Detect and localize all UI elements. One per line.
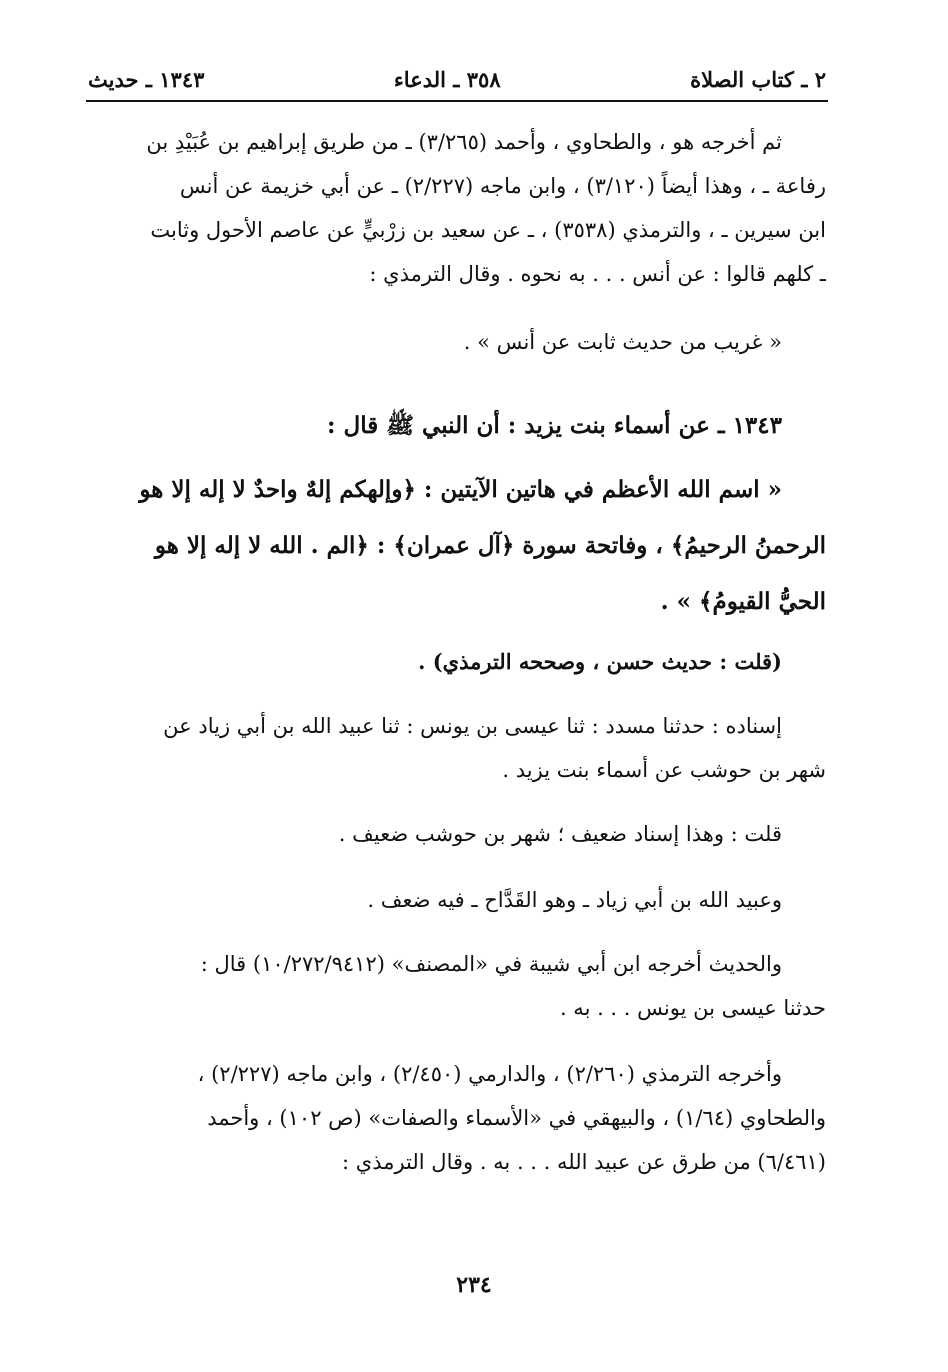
- text-line: « اسم الله الأعظم في هاتين الآيتين : ﴿وإلهكم إلهٌ واحدٌ لا إله إلا هو: [139, 476, 782, 503]
- header-hadith-number: ١٣٤٣ ـ حديث: [88, 66, 205, 92]
- grading-verdict: [88, 640, 826, 684]
- takhrij-others: [88, 1052, 826, 1184]
- isnad-paragraph: [88, 704, 826, 792]
- text-line: رفاعة ـ ، وهذا أيضاً (٣/١٢٠) ، وابن ماجه (٢/٢٢٧) ـ عن أبي خزيمة عن أنس: [179, 174, 826, 198]
- text-line: ابن سيرين ـ ، والترمذي (٣٥٣٨) ، ـ عن سعيد بن زرْبيٍّ عن عاصم الأحول وثابت: [150, 218, 826, 242]
- paragraph-previous-takhrij: [88, 120, 826, 296]
- tirmidhi-quote: [88, 320, 826, 364]
- note-narrator: [88, 878, 826, 922]
- header-rule: [86, 100, 828, 102]
- text-line: إسناده : حدثنا مسدد : ثنا عيسى بن يونس : ثنا عبيد الله بن أبي زياد عن: [163, 714, 782, 738]
- note-weak-isnad: [88, 812, 826, 856]
- header-book-title: ٢ ـ كتاب الصلاة: [690, 66, 826, 92]
- text-line: الحيُّ القيومُ﴾ » .: [660, 588, 826, 615]
- text-line: وأخرجه الترمذي (٢/٢٦٠) ، والدارمي (٢/٤٥٠) ، وابن ماجه (٢/٢٢٧) ،: [197, 1062, 782, 1086]
- running-header: [88, 62, 826, 96]
- text-line: الرحمنُ الرحيمُ﴾ ، وفاتحة سورة ﴿آل عمران﴾ : ﴿الم . الله لا إله إلا هو: [154, 532, 826, 559]
- text-line: قلت : وهذا إسناد ضعيف ؛ شهر بن حوشب ضعيف .: [338, 822, 782, 846]
- text-line: ـ كلهم قالوا : عن أنس . . . به نحوه . وقال الترمذي :: [369, 262, 826, 286]
- text-line: والحديث أخرجه ابن أبي شيبة في «المصنف» (١٠/٢٧٢/٩٤١٢) قال :: [200, 952, 782, 976]
- text-line: حدثنا عيسى بن يونس . . . به .: [559, 996, 826, 1020]
- text-line: « غريب من حديث ثابت عن أنس » .: [463, 330, 782, 354]
- text-line: (قلت : حديث حسن ، وصححه الترمذي) .: [418, 649, 782, 674]
- text-line: وعبيد الله بن أبي زياد ـ وهو القَدَّاح ـ فيه ضعف .: [367, 888, 782, 912]
- page-number: ٢٣٤: [456, 1272, 492, 1298]
- text-line: ثم أخرجه هو ، والطحاوي ، وأحمد (٣/٢٦٥) ـ من طريق إبراهيم بن عُبَيْدِ بن: [146, 130, 782, 154]
- text-line: والطحاوي (١/٦٤) ، والبيهقي في «الأسماء والصفات» (ص ١٠٢) ، وأحمد: [207, 1106, 826, 1130]
- text-line: ١٣٤٣ ـ عن أسماء بنت يزيد : أن النبي ﷺ قال :: [327, 412, 782, 439]
- hadith-text: [88, 462, 826, 630]
- header-chapter: ٣٥٨ ـ الدعاء: [393, 66, 501, 92]
- text-line: (٦/٤٦١) من طرق عن عبيد الله . . . به . وقال الترمذي :: [342, 1150, 826, 1174]
- hadith-heading: [88, 398, 826, 454]
- takhrij-ibn-abi-shaybah: [88, 942, 826, 1030]
- text-line: شهر بن حوشب عن أسماء بنت يزيد .: [502, 758, 826, 782]
